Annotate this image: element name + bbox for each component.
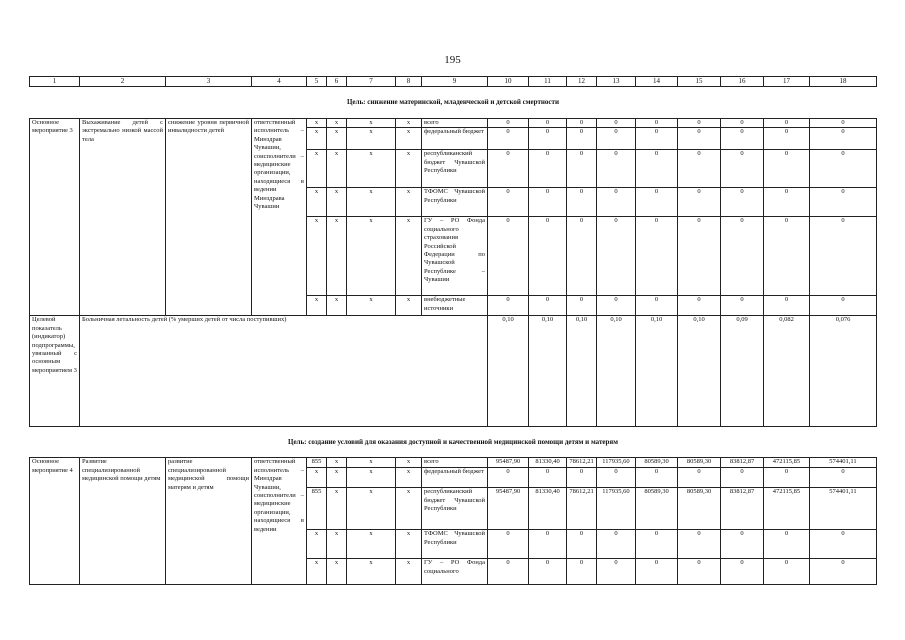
indicator-value-cell: 0,10: [488, 316, 529, 427]
value-cell: 0: [567, 119, 597, 128]
indicator-label-cell: Целевой показатель (индикатор) подпрограммы, увязанный с основным мероприятием 3: [30, 316, 80, 427]
column-number-cell: 1: [30, 77, 80, 87]
funding-source-cell: республиканский бюджет Чувашской Республики: [422, 488, 488, 530]
value-cell: 0: [529, 559, 567, 585]
indicator-row: [30, 316, 877, 427]
value-cell: 0: [764, 468, 810, 488]
indicator-value-cell: 0,10: [636, 316, 678, 427]
code-cell: x: [396, 488, 422, 530]
value-cell: 0: [810, 217, 877, 296]
event-result-cell: снижение уровня первичной инвалидности детей: [166, 119, 252, 316]
code-cell: x: [347, 488, 396, 530]
value-cell: 0: [567, 128, 597, 150]
column-number-cell: 7: [347, 77, 396, 87]
value-cell: 0: [636, 128, 678, 150]
code-cell: x: [396, 458, 422, 468]
value-cell: 0: [567, 296, 597, 316]
code-cell: x: [307, 128, 327, 150]
funding-source-cell: всего: [422, 119, 488, 128]
value-cell: 0: [721, 128, 764, 150]
code-cell: x: [307, 150, 327, 188]
code-cell: x: [396, 188, 422, 217]
value-cell: 0: [764, 119, 810, 128]
value-cell: 0: [597, 530, 636, 559]
code-cell: x: [327, 150, 347, 188]
value-cell: 0: [764, 188, 810, 217]
value-cell: 80589,30: [678, 488, 721, 530]
funding-source-cell: ГУ – РО Фонда социального: [422, 559, 488, 585]
code-cell: x: [347, 128, 396, 150]
value-cell: 0: [764, 128, 810, 150]
value-cell: 78612,21: [567, 458, 597, 468]
column-number-cell: 18: [810, 77, 877, 87]
value-cell: 0: [567, 559, 597, 585]
funding-source-cell: всего: [422, 458, 488, 468]
code-cell: x: [307, 217, 327, 296]
value-cell: 0: [721, 119, 764, 128]
value-cell: 0: [636, 530, 678, 559]
funding-source-cell: федеральный бюджет: [422, 468, 488, 488]
code-cell: x: [396, 530, 422, 559]
indicator-value-cell: 0,082: [764, 316, 810, 427]
code-cell: x: [396, 468, 422, 488]
code-cell: x: [396, 128, 422, 150]
funding-source-cell: внебюджетные источники: [422, 296, 488, 316]
value-cell: 0: [810, 468, 877, 488]
funding-source-cell: ТФОМС Чувашской Республики: [422, 188, 488, 217]
code-cell: x: [327, 188, 347, 217]
value-cell: 0: [721, 188, 764, 217]
column-number-cell: 3: [166, 77, 252, 87]
column-number-cell: 12: [567, 77, 597, 87]
code-cell: x: [327, 559, 347, 585]
code-cell: x: [347, 217, 396, 296]
value-cell: 0: [529, 188, 567, 217]
value-cell: 0: [721, 559, 764, 585]
value-cell: 0: [810, 150, 877, 188]
value-cell: 0: [721, 217, 764, 296]
value-cell: 0: [597, 119, 636, 128]
code-cell: x: [396, 296, 422, 316]
value-cell: 0: [567, 150, 597, 188]
column-number-cell: 4: [252, 77, 307, 87]
event-name-cell: Основное мероприятие 4: [30, 458, 80, 585]
value-cell: 117935,60: [597, 458, 636, 468]
value-cell: 0: [567, 188, 597, 217]
value-cell: 0: [636, 188, 678, 217]
value-cell: 0: [488, 128, 529, 150]
value-cell: 0: [529, 296, 567, 316]
code-cell: x: [396, 119, 422, 128]
value-cell: 0: [678, 150, 721, 188]
value-cell: 472115,85: [764, 488, 810, 530]
value-cell: 0: [678, 296, 721, 316]
code-cell: x: [347, 559, 396, 585]
column-number-cell: 9: [422, 77, 488, 87]
code-cell: x: [347, 530, 396, 559]
value-cell: 0: [678, 559, 721, 585]
goal-row: [30, 427, 877, 458]
value-cell: 0: [597, 296, 636, 316]
column-number-cell: 16: [721, 77, 764, 87]
indicator-value-cell: 0,10: [678, 316, 721, 427]
event-description-cell: Развитие специализированной медицинской помощи детям: [80, 458, 166, 585]
code-cell: x: [327, 217, 347, 296]
value-cell: 95487,90: [488, 488, 529, 530]
value-cell: 0: [810, 296, 877, 316]
code-cell: x: [327, 128, 347, 150]
indicator-value-cell: 0,076: [810, 316, 877, 427]
value-cell: 80589,30: [636, 458, 678, 468]
funding-source-cell: ГУ – РО Фонда социального страхования Российской Федерации по Чувашской Республике – Чувашии: [422, 217, 488, 296]
code-cell: x: [347, 468, 396, 488]
code-cell: x: [307, 468, 327, 488]
value-cell: 0: [597, 559, 636, 585]
event-result-cell: развитие специализированной медицинской помощи матерям и детям: [166, 458, 252, 585]
value-cell: 0: [529, 530, 567, 559]
value-cell: 0: [764, 150, 810, 188]
code-cell: 855: [307, 458, 327, 468]
value-cell: 0: [678, 119, 721, 128]
value-cell: 0: [721, 468, 764, 488]
code-cell: x: [307, 188, 327, 217]
code-cell: x: [347, 150, 396, 188]
value-cell: 0: [636, 468, 678, 488]
value-cell: 574401,11: [810, 488, 877, 530]
value-cell: 0: [721, 296, 764, 316]
code-cell: x: [396, 150, 422, 188]
value-cell: 0: [721, 530, 764, 559]
code-cell: x: [347, 188, 396, 217]
code-cell: x: [327, 468, 347, 488]
value-cell: 0: [597, 468, 636, 488]
value-cell: 0: [636, 119, 678, 128]
code-cell: x: [327, 488, 347, 530]
code-cell: x: [347, 296, 396, 316]
value-cell: 0: [488, 119, 529, 128]
goal-row: [30, 87, 877, 119]
value-cell: 80589,30: [636, 488, 678, 530]
value-cell: 0: [597, 188, 636, 217]
column-number-cell: 6: [327, 77, 347, 87]
event-name-cell: Основное мероприятие 3: [30, 119, 80, 316]
value-cell: 83812,87: [721, 458, 764, 468]
value-cell: 0: [764, 296, 810, 316]
code-cell: x: [307, 559, 327, 585]
code-cell: x: [307, 296, 327, 316]
value-cell: 95487,90: [488, 458, 529, 468]
code-cell: x: [396, 559, 422, 585]
value-cell: 78612,21: [567, 488, 597, 530]
code-cell: x: [307, 530, 327, 559]
indicator-value-cell: 0,10: [529, 316, 567, 427]
value-cell: 0: [810, 128, 877, 150]
column-number-cell: 14: [636, 77, 678, 87]
value-cell: 0: [810, 559, 877, 585]
value-cell: 0: [597, 217, 636, 296]
value-cell: 0: [721, 150, 764, 188]
code-cell: x: [347, 458, 396, 468]
indicator-value-cell: 0,10: [567, 316, 597, 427]
value-cell: 0: [636, 150, 678, 188]
value-cell: 81330,40: [529, 458, 567, 468]
value-cell: 0: [810, 119, 877, 128]
value-cell: 0: [636, 296, 678, 316]
goal-heading: Цель: снижение материнской, младенческой и детской смертности: [30, 87, 877, 119]
value-cell: 0: [567, 530, 597, 559]
table-row: [30, 119, 877, 128]
value-cell: 0: [678, 128, 721, 150]
value-cell: 0: [488, 150, 529, 188]
value-cell: 0: [488, 188, 529, 217]
value-cell: 0: [764, 559, 810, 585]
executor-cell: ответственный исполнитель – Минздрав Чувашии, соисполнители – медицинские организации, находящиеся в ведении Минздрава Чувашии: [252, 119, 307, 316]
goal-heading: Цель: создание условий для оказания доступной и качественной медицинской помощи детям и матерям: [30, 427, 877, 458]
executor-cell: ответственный исполнитель – Минздрав Чувашии, соисполнители – медицинские организации, находящиеся в ведении: [252, 458, 307, 585]
value-cell: 0: [529, 128, 567, 150]
column-number-cell: 10: [488, 77, 529, 87]
value-cell: 0: [678, 530, 721, 559]
code-cell: x: [396, 217, 422, 296]
indicator-description-cell: Больничная летальность детей (% умерших детей от числа поступивших): [80, 316, 488, 427]
value-cell: 0: [567, 468, 597, 488]
column-number-cell: 11: [529, 77, 567, 87]
table-row: [30, 458, 877, 468]
value-cell: 0: [764, 530, 810, 559]
code-cell: 855: [307, 488, 327, 530]
value-cell: 0: [529, 468, 567, 488]
funding-source-cell: ТФОМС Чувашской Республики: [422, 530, 488, 559]
value-cell: 0: [529, 119, 567, 128]
value-cell: 0: [678, 217, 721, 296]
value-cell: 0: [488, 468, 529, 488]
value-cell: 0: [488, 559, 529, 585]
code-cell: x: [327, 530, 347, 559]
budget-table: [29, 76, 877, 585]
value-cell: 81330,40: [529, 488, 567, 530]
column-number-cell: 13: [597, 77, 636, 87]
code-cell: x: [327, 458, 347, 468]
value-cell: 117935,60: [597, 488, 636, 530]
value-cell: 0: [678, 188, 721, 217]
indicator-value-cell: 0,09: [721, 316, 764, 427]
value-cell: 0: [529, 217, 567, 296]
indicator-value-cell: 0,10: [597, 316, 636, 427]
value-cell: 0: [597, 150, 636, 188]
header-row: [30, 77, 877, 87]
page-number: 195: [444, 54, 461, 66]
column-number-cell: 17: [764, 77, 810, 87]
funding-source-cell: федеральный бюджет: [422, 128, 488, 150]
value-cell: 472115,85: [764, 458, 810, 468]
value-cell: 0: [764, 217, 810, 296]
value-cell: 0: [636, 217, 678, 296]
column-number-cell: 15: [678, 77, 721, 87]
value-cell: 0: [810, 188, 877, 217]
code-cell: x: [327, 296, 347, 316]
code-cell: x: [347, 119, 396, 128]
code-cell: x: [307, 119, 327, 128]
column-number-cell: 8: [396, 77, 422, 87]
value-cell: 0: [529, 150, 567, 188]
column-number-cell: 2: [80, 77, 166, 87]
code-cell: x: [327, 119, 347, 128]
column-number-cell: 5: [307, 77, 327, 87]
value-cell: 0: [636, 559, 678, 585]
value-cell: 80589,30: [678, 458, 721, 468]
value-cell: 83812,87: [721, 488, 764, 530]
value-cell: 0: [488, 296, 529, 316]
value-cell: 0: [488, 217, 529, 296]
value-cell: 0: [810, 530, 877, 559]
value-cell: 0: [597, 128, 636, 150]
funding-source-cell: республиканский бюджет Чувашской Республики: [422, 150, 488, 188]
event-description-cell: Выхаживание детей с экстремально низкой массой тела: [80, 119, 166, 316]
value-cell: 0: [678, 468, 721, 488]
value-cell: 574401,11: [810, 458, 877, 468]
value-cell: 0: [567, 217, 597, 296]
value-cell: 0: [488, 530, 529, 559]
